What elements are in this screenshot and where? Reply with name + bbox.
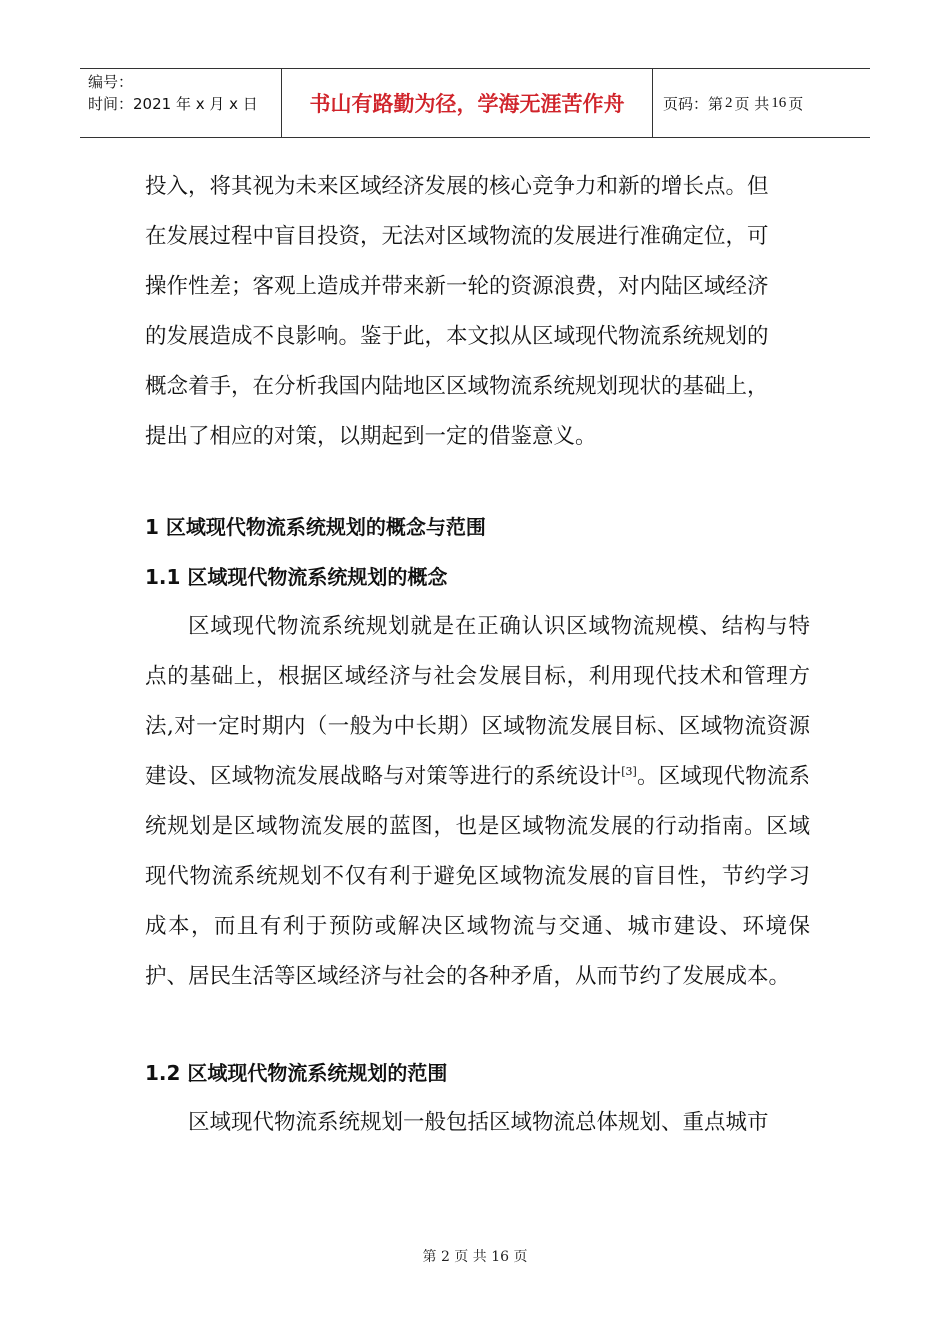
page-total: 16: [771, 94, 787, 111]
intro-line: 投入，将其视为未来区域经济发展的核心竞争力和新的增长点。但: [145, 174, 769, 199]
section-heading-1: 1 区域现代物流系统规划的概念与范围: [145, 515, 486, 539]
intro-line: 操作性差；客观上造成并带来新一轮的资源浪费，对内陆区域经济: [145, 274, 769, 299]
scope-paragraph: 区域现代物流系统规划一般包括区域物流总体规划、重点城市: [188, 1110, 769, 1135]
header-page-info: [653, 69, 870, 137]
section-heading-1-2: 1.2 区域现代物流系统规划的范围: [145, 1061, 448, 1085]
intro-line: 提出了相应的对策，以期起到一定的借鉴意义。: [145, 424, 597, 449]
page-prefix: 页码：第: [663, 94, 724, 113]
page-mid: 页 共: [734, 94, 770, 113]
page-footer: 第 2 页 共 16 页: [422, 1249, 528, 1265]
intro-line: 在发展过程中盲目投资，无法对区域物流的发展进行准确定位，可: [145, 224, 769, 249]
concept-text: 区域现代物流系统规划就是在正确认识区域物流规模、结构与特点的基础上，根据区域经济与社会发展目标，利用现代技术和管理方法,对一定时期内（一般为中长期）区域物流发展目标、区域物流资源建设、区域物流发展战略与对策等进行的系统设计: [145, 614, 810, 789]
concept-text-continued: 。区域现代物流系统规划是区域物流发展的蓝图，也是区域物流发展的行动指南。区域现代物流系统规划不仅有利于避免区域物流发展的盲目性，节约学习成本，而且有利于预防或解决区域物流与交通、城市建设、环境保护、居民生活等区域经济与社会的各种矛盾，从而节约了发展成本。: [145, 764, 810, 989]
section-heading-1-1: 1.1 区域现代物流系统规划的概念: [145, 565, 448, 589]
intro-line: 概念着手，在分析我国内陆地区区域物流系统规划现状的基础上，: [145, 374, 769, 399]
section-spacer: [145, 462, 810, 502]
header-left-cell: [80, 69, 282, 137]
page-suffix: 页: [788, 94, 804, 113]
header-motto: 书山有路勤为径，学海无涯苦作舟: [282, 69, 653, 137]
page-header: [80, 68, 870, 138]
document-body: [145, 162, 810, 1148]
page-current: 2: [725, 94, 733, 111]
concept-paragraph: [145, 602, 810, 1002]
section-spacer: [145, 1002, 810, 1048]
document-date: 时间：2021 年 x 月 x 日: [88, 95, 258, 113]
intro-line: 的发展造成不良影响。鉴于此，本文拟从区域现代物流系统规划的: [145, 324, 769, 349]
document-number-label: 编号：: [88, 73, 134, 91]
citation-ref[interactable]: [3]: [621, 764, 637, 778]
